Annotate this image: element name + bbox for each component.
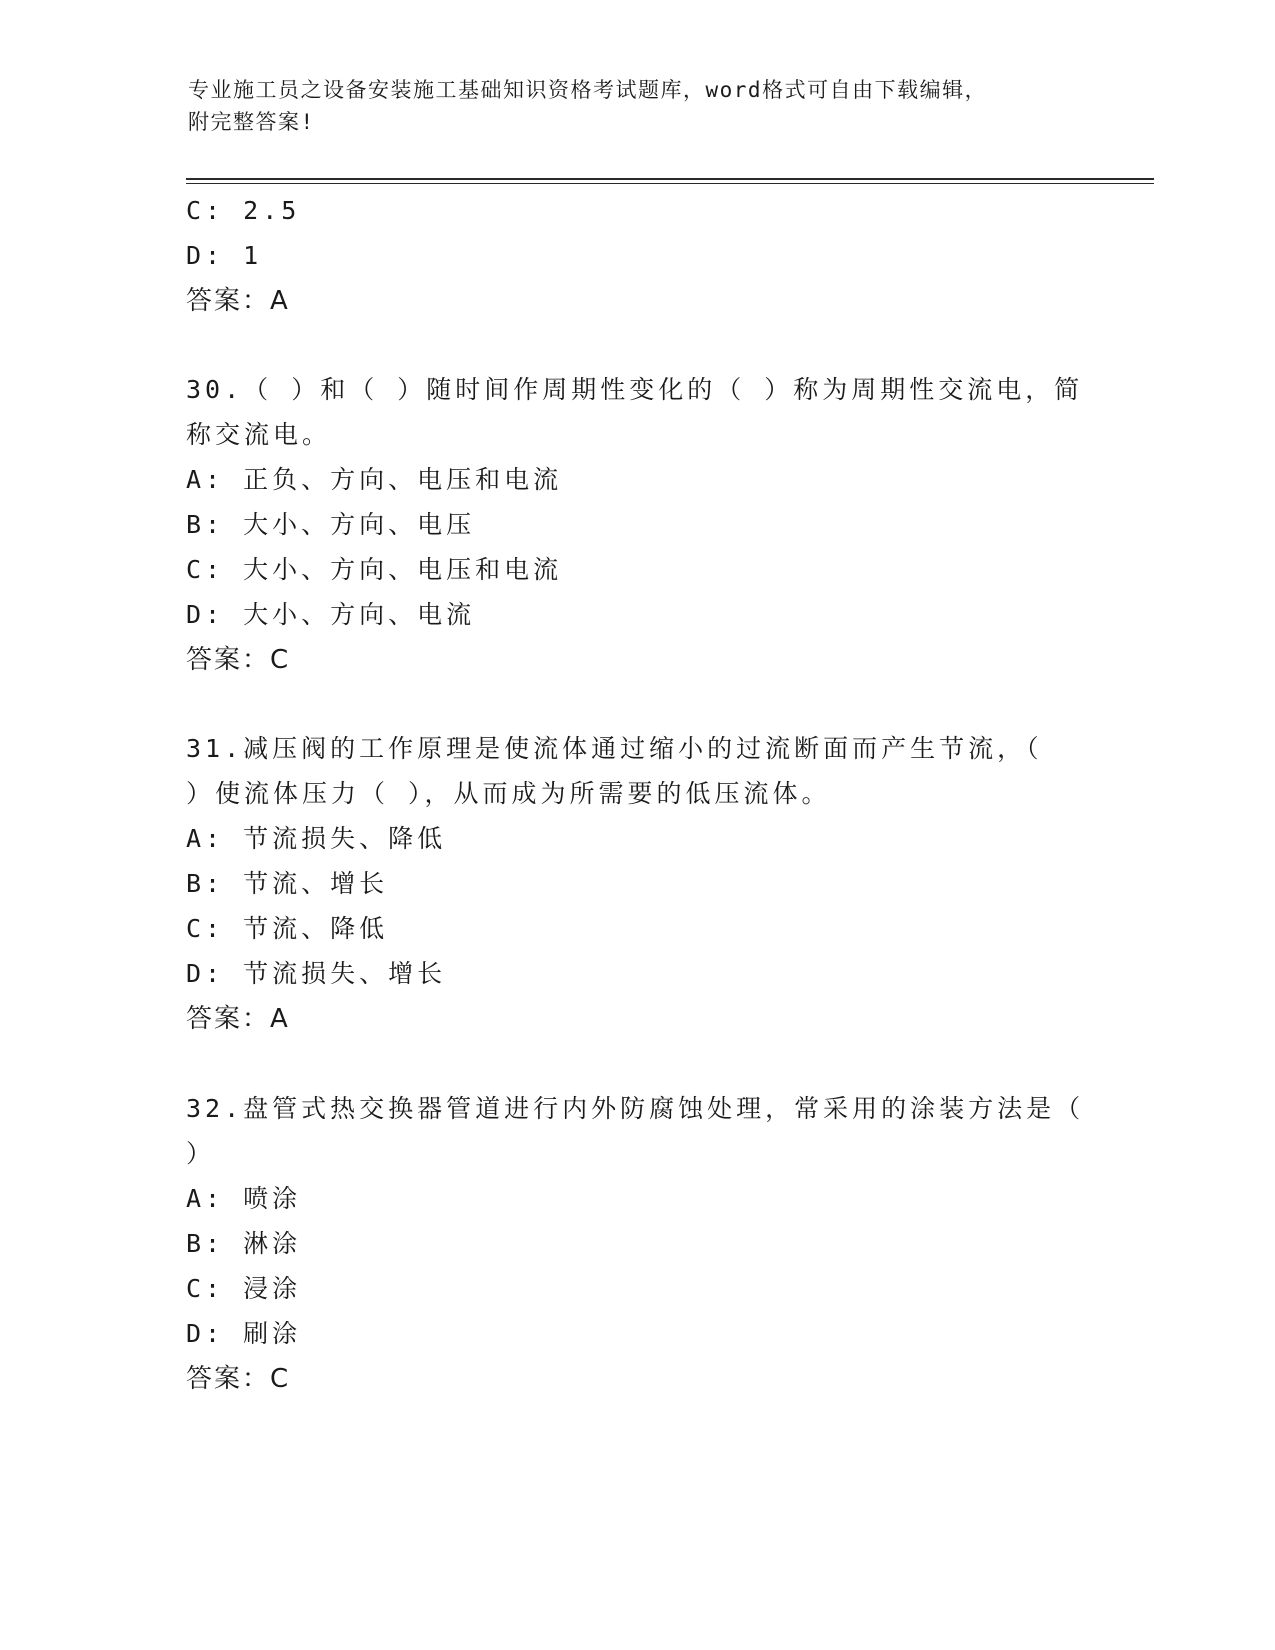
q31-stem-line-1: 31.减压阀的工作原理是使流体通过缩小的过流断面而产生节流，（ (186, 734, 1043, 763)
q30-stem-line-1: 30.（ ）和（ ）随时间作周期性变化的（ ）称为周期性交流电，简 (186, 375, 1084, 404)
q31-stem-line-2: ）使流体压力（ ），从而成为所需要的低压流体。 (186, 779, 831, 808)
q32-option-c: C: 浸涂 (186, 1274, 302, 1303)
q32-option-a: A: 喷涂 (186, 1184, 302, 1213)
q32-option-b: B: 淋涂 (186, 1229, 302, 1258)
prev-answer: 答案：A (186, 286, 290, 316)
q30-stem-line-2: 称交流电。 (186, 420, 332, 449)
q32-stem-line-1: 32.盘管式热交换器管道进行内外防腐蚀处理，常采用的涂装方法是（ (186, 1094, 1085, 1123)
header-divider-thin (186, 183, 1154, 184)
q31-option-c: C: 节流、降低 (186, 914, 389, 943)
q30-answer: 答案：C (186, 645, 291, 675)
header-line-1: 专业施工员之设备安装施工基础知识资格考试题库，word格式可自由下载编辑， (188, 78, 988, 102)
q31-option-a: A: 节流损失、降低 (186, 824, 447, 853)
q30-option-a: A: 正负、方向、电压和电流 (186, 465, 563, 494)
q31-option-d: D: 节流损失、增长 (186, 959, 447, 988)
q30-option-b: B: 大小、方向、电压 (186, 510, 476, 539)
q32-option-d: D: 刷涂 (186, 1319, 302, 1348)
prev-option-d: D: 1 (186, 241, 263, 270)
q30-option-c: C: 大小、方向、电压和电流 (186, 555, 563, 584)
header-line-2: 附完整答案! (188, 110, 315, 134)
q32-answer: 答案：C (186, 1364, 291, 1394)
q31-option-b: B: 节流、增长 (186, 869, 389, 898)
document-header (188, 74, 1088, 138)
header-divider-thick (186, 178, 1154, 180)
q32-stem-line-2: ） (186, 1139, 216, 1168)
prev-option-c: C: 2.5 (186, 196, 301, 225)
q30-option-d: D: 大小、方向、电流 (186, 600, 476, 629)
q31-answer: 答案：A (186, 1004, 290, 1034)
